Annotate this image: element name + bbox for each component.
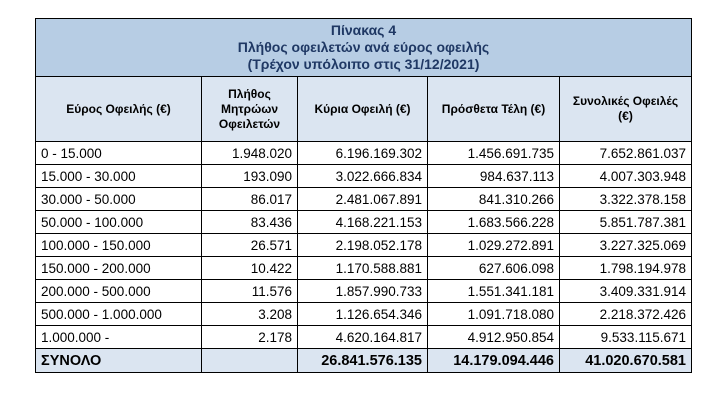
count-cell: 10.422 — [202, 257, 298, 280]
count-cell: 86.017 — [202, 188, 298, 211]
extra-fees-cell: 4.912.950.854 — [428, 326, 560, 349]
range-cell: 500.000 - 1.000.000 — [36, 303, 202, 326]
main-debt-cell: 2.198.052.178 — [298, 234, 428, 257]
table-row — [36, 326, 692, 349]
total-row — [36, 349, 692, 373]
table-title-line1: Πίνακας 4 — [330, 22, 397, 38]
extra-fees-cell: 984.637.113 — [428, 165, 560, 188]
total-debt-cell: 5.851.787.381 — [560, 211, 692, 234]
extra-fees-cell: 1.029.272.891 — [428, 234, 560, 257]
range-cell: 0 - 15.000 — [36, 142, 202, 165]
table-row — [36, 280, 692, 303]
total-debt-cell: 3.409.331.914 — [560, 280, 692, 303]
main-debt-cell: 1.170.588.881 — [298, 257, 428, 280]
table-row — [36, 188, 692, 211]
main-debt-cell: 3.022.666.834 — [298, 165, 428, 188]
total-sum: 41.020.670.581 — [560, 349, 692, 373]
table-title — [36, 19, 692, 77]
range-cell: 1.000.000 - — [36, 326, 202, 349]
count-cell: 11.576 — [202, 280, 298, 303]
count-cell: 26.571 — [202, 234, 298, 257]
total-debt-cell: 3.322.378.158 — [560, 188, 692, 211]
count-cell: 2.178 — [202, 326, 298, 349]
total-main-debt: 26.841.576.135 — [298, 349, 428, 373]
total-extra-fees: 14.179.094.446 — [428, 349, 560, 373]
table-body — [36, 142, 692, 349]
extra-fees-cell: 841.310.266 — [428, 188, 560, 211]
header-count: Πλήθος Μητρώων Οφειλετών — [202, 77, 298, 142]
range-cell: 15.000 - 30.000 — [36, 165, 202, 188]
range-cell: 150.000 - 200.000 — [36, 257, 202, 280]
table-row — [36, 257, 692, 280]
debt-range-table — [35, 18, 692, 373]
extra-fees-cell: 1.456.691.735 — [428, 142, 560, 165]
range-cell: 100.000 - 150.000 — [36, 234, 202, 257]
header-extra-fees: Πρόσθετα Τέλη (€) — [428, 77, 560, 142]
total-debt-cell: 3.227.325.069 — [560, 234, 692, 257]
main-debt-cell: 1.126.654.346 — [298, 303, 428, 326]
total-debt-cell: 9.533.115.671 — [560, 326, 692, 349]
header-main-debt: Κύρια Οφειλή (€) — [298, 77, 428, 142]
extra-fees-cell: 1.683.566.228 — [428, 211, 560, 234]
total-debt-cell: 1.798.194.978 — [560, 257, 692, 280]
count-cell: 1.948.020 — [202, 142, 298, 165]
count-cell: 3.208 — [202, 303, 298, 326]
table-row — [36, 303, 692, 326]
table-title-line3: (Τρέχον υπόλοιπο στις 31/12/2021) — [247, 56, 480, 72]
table-title-line2: Πλήθος οφειλετών ανά εύρος οφειλής — [237, 39, 490, 55]
main-debt-cell: 1.857.990.733 — [298, 280, 428, 303]
range-cell: 50.000 - 100.000 — [36, 211, 202, 234]
range-cell: 200.000 - 500.000 — [36, 280, 202, 303]
count-cell: 83.436 — [202, 211, 298, 234]
extra-fees-cell: 1.091.718.080 — [428, 303, 560, 326]
main-debt-cell: 2.481.067.891 — [298, 188, 428, 211]
count-cell: 193.090 — [202, 165, 298, 188]
header-range: Εύρος Οφειλής (€) — [36, 77, 202, 142]
range-cell: 30.000 - 50.000 — [36, 188, 202, 211]
main-debt-cell: 4.168.221.153 — [298, 211, 428, 234]
header-total-debt: Συνολικές Οφειλές (€) — [560, 77, 692, 142]
extra-fees-cell: 627.606.098 — [428, 257, 560, 280]
main-debt-cell: 6.196.169.302 — [298, 142, 428, 165]
table-row — [36, 165, 692, 188]
table-row — [36, 211, 692, 234]
table-row — [36, 234, 692, 257]
total-debt-cell: 4.007.303.948 — [560, 165, 692, 188]
total-count — [202, 349, 298, 373]
table-row — [36, 142, 692, 165]
extra-fees-cell: 1.551.341.181 — [428, 280, 560, 303]
main-debt-cell: 4.620.164.817 — [298, 326, 428, 349]
total-debt-cell: 2.218.372.426 — [560, 303, 692, 326]
total-label: ΣΥΝΟΛΟ — [36, 349, 202, 373]
table-header-row — [36, 77, 692, 142]
total-debt-cell: 7.652.861.037 — [560, 142, 692, 165]
